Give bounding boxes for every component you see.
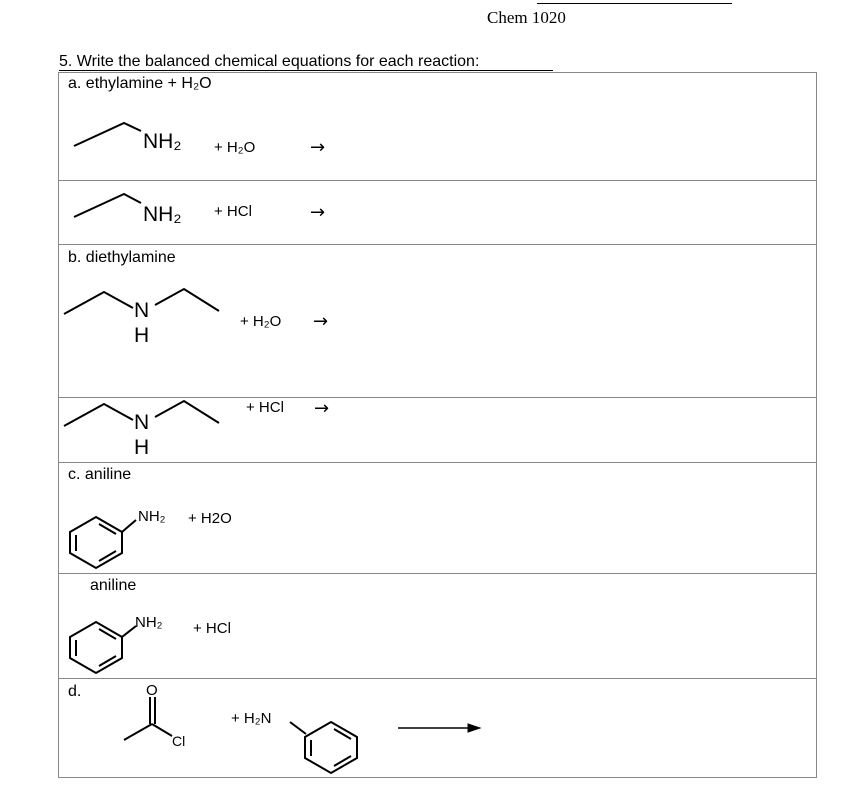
hydrogen-atom: H [134,324,150,347]
ethylamine-bonds [74,123,141,146]
amine-group: NH₂ [135,614,163,631]
reagent-hcl: + HCl [193,620,231,637]
hydrogen-atom: H [134,436,150,459]
nitrogen-atom: N [134,411,150,434]
c-cl-bond [152,724,172,736]
reaction-arrow: → [314,398,330,419]
amine-bond [122,520,136,532]
oxygen-atom: O [146,682,158,699]
ethylamine-bonds [74,194,141,217]
reagent-hcl: + HCl [246,399,284,416]
diethylamine-bonds [64,404,133,426]
benzene-double-bond [99,524,116,534]
course-label: Chem 1020 [487,8,566,27]
row-b-label: b. diethylamine [68,249,176,266]
diethylamine-bonds [155,401,219,423]
reaction-arrow: → [310,202,326,223]
benzene-ring [305,722,357,773]
row-d-label: d. [68,683,82,700]
reagent-hcl: + HCl [214,203,252,220]
benzene-double-bond [99,551,116,561]
amine-group: NH₂ [138,508,166,525]
chlorine-atom: Cl [172,733,186,749]
row-c-sub-label: aniline [90,577,137,594]
benzene-double-bond [334,729,351,739]
row-c-label: c. aniline [68,466,132,483]
amine-group: NH₂ [143,203,182,226]
diethylamine-bonds [155,289,219,311]
methyl-bond [124,724,152,740]
question-title: 5. Write the balanced chemical equations for each reaction: [59,53,480,70]
nitrogen-atom: N [134,299,150,322]
benzene-ring [70,517,122,568]
benzene-double-bond [99,656,116,666]
reagent-aniline: + H₂N [231,710,272,727]
reagent-water: + H2O [188,510,232,527]
benzene-double-bond [99,629,116,639]
benzene-ring [70,622,122,673]
amine-bond [122,626,136,637]
n-bond [290,722,306,734]
reagent-water: + H₂O [214,139,256,156]
benzene-double-bond [334,756,351,766]
reaction-arrow-head [468,724,480,732]
amine-group: NH₂ [143,130,182,153]
reaction-arrow: → [310,137,326,158]
row-a-label: a. ethylamine + H₂O [68,75,212,92]
reagent-water: + H₂O [240,313,282,330]
diethylamine-bonds [64,292,133,314]
reaction-arrow: → [313,311,329,332]
